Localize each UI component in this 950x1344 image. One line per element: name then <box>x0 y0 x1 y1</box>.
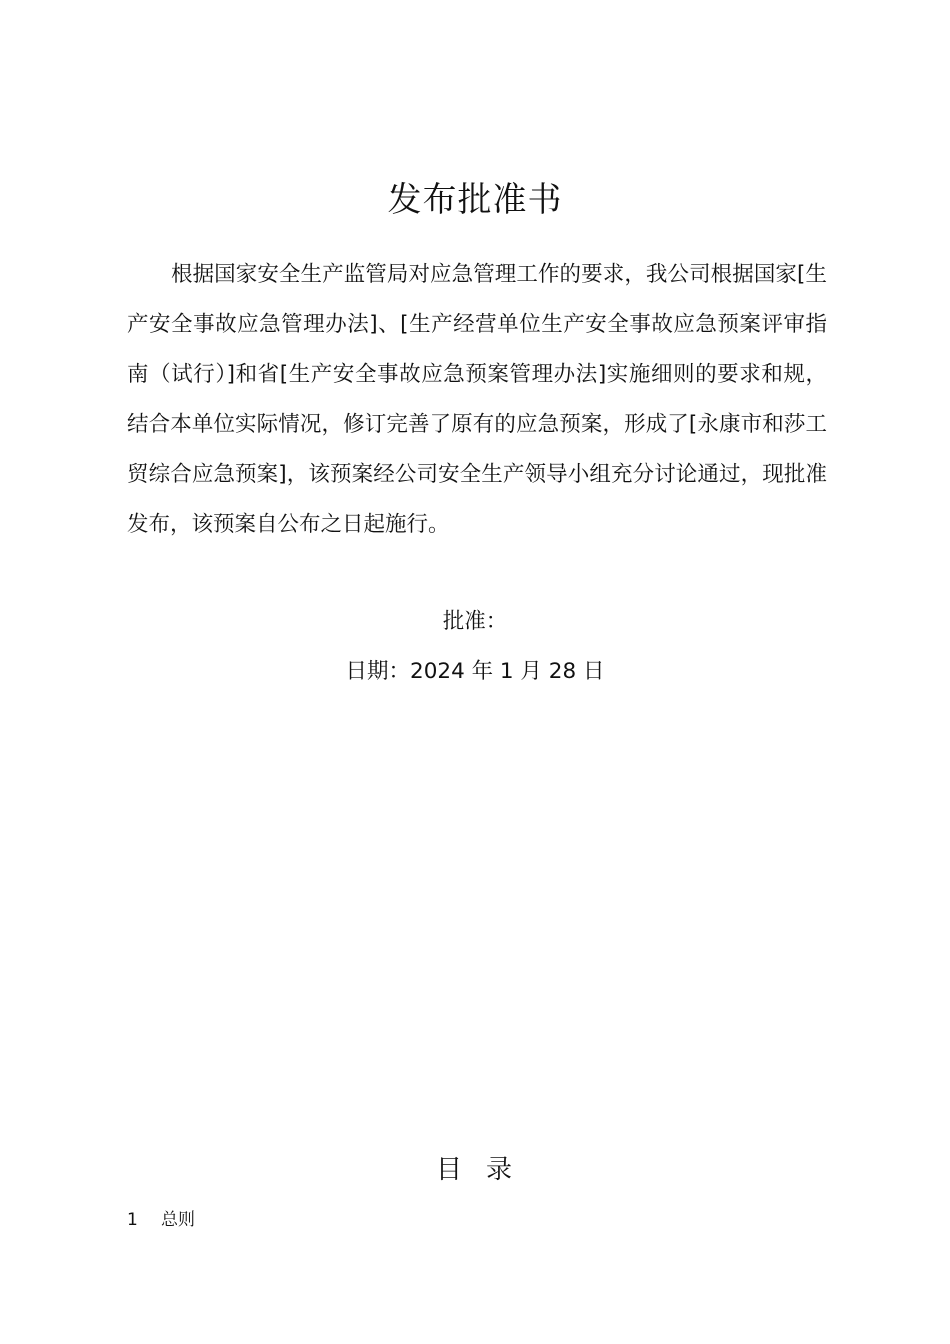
approval-label: 批准： <box>442 609 508 634</box>
toc-title <box>0 1150 950 1190</box>
toc-title-part1: 目 <box>435 1155 464 1185</box>
document-title: 发布批准书 <box>387 180 563 220</box>
approval-date: 日期：2024 年 1 月 28 日 <box>345 659 605 684</box>
toc-item-label: 总则 <box>161 1210 195 1230</box>
approval-body-paragraph: 根据国家安全生产监管局对应急管理工作的要求，我公司根据国家[生产安全事故应急管理办法]、[生产经营单位生产安全事故应急预案评审指南（试行）]和省[生产安全事故应急预案管理办法]实施细则的要求和规，结合本单位实际情况，修订完善了原有的应急预案，形成了[永康市和莎工贸综合应急预案]，该预案经公司安全生产领导小组充分讨论通过，现批准发布，该预案自公布之日起施行。 <box>127 262 827 537</box>
toc-title-part2: 录 <box>486 1155 515 1185</box>
toc-item-number: 1 <box>127 1210 138 1230</box>
toc-item[interactable] <box>127 1206 195 1234</box>
